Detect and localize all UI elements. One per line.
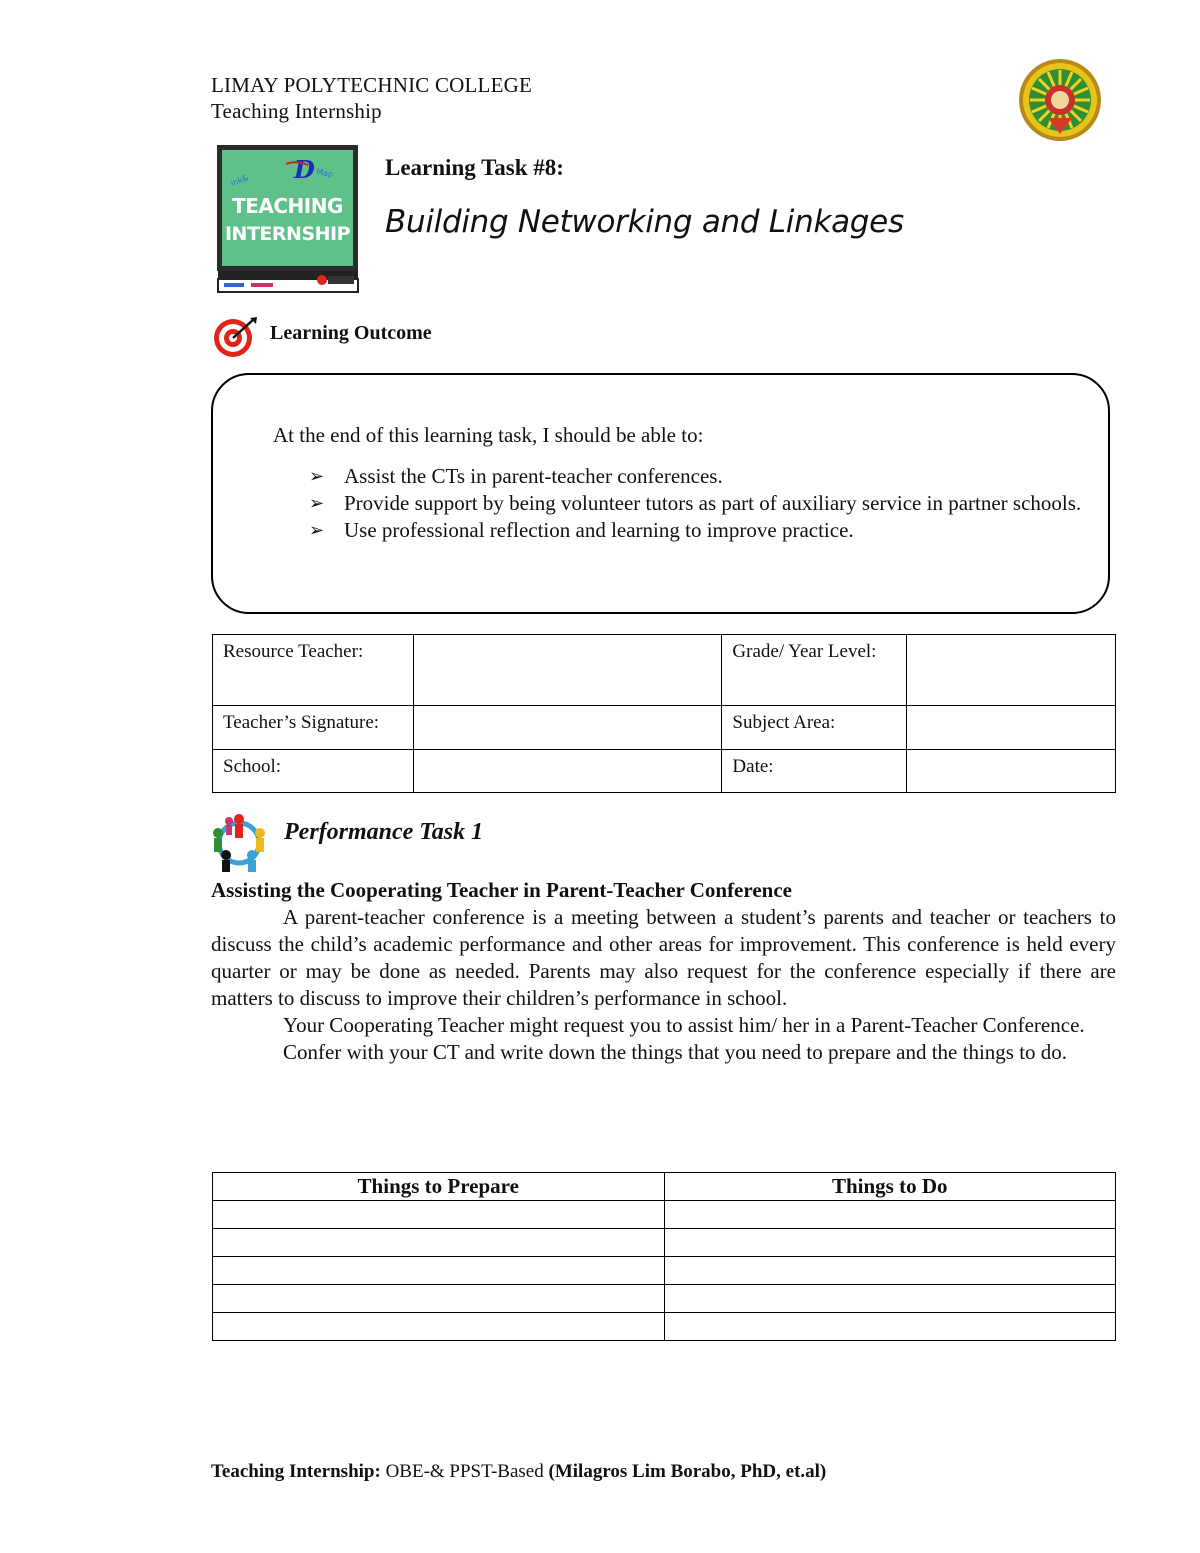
- svg-text:ink&: ink&: [229, 173, 250, 188]
- list-item: ➢ Provide support by being volunteer tutors as part of auxiliary service in partner schools.: [309, 491, 1082, 515]
- svg-text:Map: Map: [315, 167, 334, 179]
- paragraph: Your Cooperating Teacher might request you to assist him/ her in a Parent-Teacher Conference.: [283, 1013, 1085, 1037]
- arrow-bullet-icon: ➢: [309, 520, 325, 540]
- prepare-cell[interactable]: [213, 1229, 665, 1257]
- footer-authors: (Milagros Lim Borabo, PhD, et.al): [548, 1461, 827, 1482]
- do-cell[interactable]: [664, 1229, 1116, 1257]
- page-header: [211, 72, 532, 124]
- people-circle-icon: [210, 813, 268, 873]
- learning-task-number: Learning Task #8:: [385, 155, 564, 180]
- resource-teacher-label: Resource Teacher:: [213, 635, 414, 706]
- table-row: [213, 1201, 1116, 1229]
- page-footer: [211, 1461, 826, 1483]
- table-row: [213, 1285, 1116, 1313]
- college-name: LIMAY POLYTECHNIC COLLEGE: [211, 73, 532, 97]
- paragraph: Confer with your CT and write down the things that you need to prepare and the things to do.: [283, 1040, 1068, 1064]
- resource-teacher-field[interactable]: [413, 635, 722, 706]
- section-heading: Assisting the Cooperating Teacher in Parent-Teacher Conference: [211, 878, 792, 902]
- chalkboard-icon: [216, 142, 360, 295]
- school-label: School:: [213, 750, 414, 793]
- date-label: Date:: [722, 750, 907, 793]
- prepare-cell[interactable]: [213, 1285, 665, 1313]
- date-field[interactable]: [907, 750, 1116, 793]
- info-table: [212, 634, 1116, 793]
- subject-area-field[interactable]: [907, 706, 1116, 750]
- learning-task-title: Building Networking and Linkages: [385, 204, 904, 240]
- prepare-cell[interactable]: [213, 1201, 665, 1229]
- paragraph: A parent-teacher conference is a meeting between a student’s parents and teacher or teachers to discuss the child’s academic performance and other areas for improvement. This conference is held every quarter or may be done as needed. Parents may also request for the conference especially if there are matters to discuss to improve their children’s performance in school.: [211, 905, 1116, 1010]
- grade-level-label: Grade/ Year Level:: [722, 635, 907, 706]
- arrow-bullet-icon: ➢: [309, 493, 325, 513]
- prepare-cell[interactable]: [213, 1313, 665, 1341]
- performance-task-body: [211, 877, 1116, 1066]
- list-item: ➢ Use professional reflection and learning to improve practice.: [309, 518, 854, 542]
- do-cell[interactable]: [664, 1201, 1116, 1229]
- target-icon: [212, 316, 258, 358]
- subject-area-label: Subject Area:: [722, 706, 907, 750]
- table-row: [213, 1229, 1116, 1257]
- things-to-do-header: Things to Do: [664, 1173, 1116, 1201]
- do-cell[interactable]: [664, 1313, 1116, 1341]
- performance-task-title: Performance Task 1: [284, 819, 484, 845]
- signature-field[interactable]: [413, 706, 722, 750]
- table-row: [213, 1313, 1116, 1341]
- footer-title: Teaching Internship:: [211, 1461, 381, 1482]
- arrow-bullet-icon: ➢: [309, 466, 325, 486]
- logo-text-line2: INTERNSHIP: [224, 223, 351, 245]
- things-table: [212, 1172, 1116, 1341]
- grade-level-field[interactable]: [907, 635, 1116, 706]
- do-cell[interactable]: [664, 1257, 1116, 1285]
- teaching-internship-logo: [216, 142, 360, 295]
- program-name: Teaching Internship: [211, 99, 382, 123]
- footer-subtitle: OBE-& PPST-Based: [380, 1461, 549, 1482]
- logo-text-line1: TEACHING: [232, 194, 343, 218]
- svg-text:D: D: [294, 155, 315, 184]
- learning-outcome-list: [309, 463, 1085, 544]
- do-cell[interactable]: [664, 1285, 1116, 1313]
- list-item: ➢ Assist the CTs in parent-teacher conferences.: [309, 464, 723, 488]
- learning-outcome-label: Learning Outcome: [270, 322, 432, 344]
- signature-label: Teacher’s Signature:: [213, 706, 414, 750]
- table-row: [213, 1257, 1116, 1285]
- learning-outcome-intro: At the end of this learning task, I should be able to:: [273, 423, 704, 447]
- school-field[interactable]: [413, 750, 722, 793]
- college-seal-icon: [1018, 58, 1102, 142]
- things-to-prepare-header: Things to Prepare: [213, 1173, 665, 1201]
- prepare-cell[interactable]: [213, 1257, 665, 1285]
